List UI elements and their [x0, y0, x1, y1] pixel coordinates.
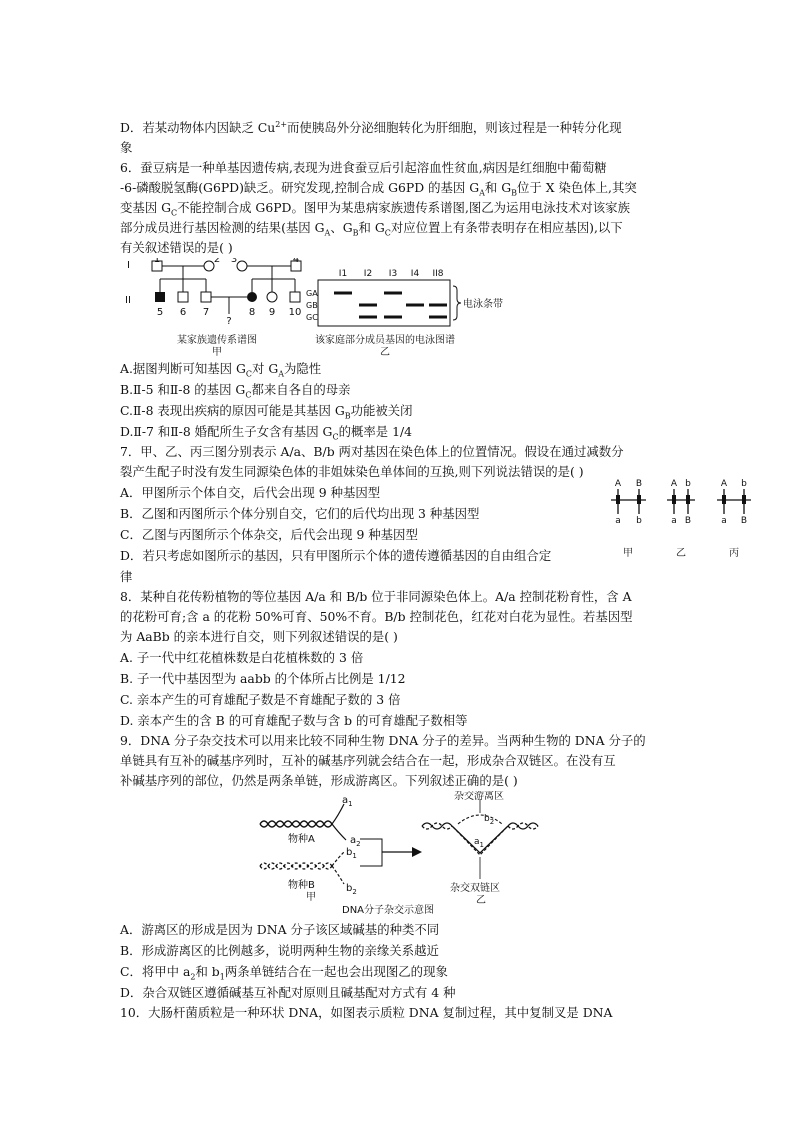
individual-II5-affected — [155, 292, 165, 302]
q6-stem-line2: -6-磷酸脱氢酶(G6PD)缺乏。研究发现,控制合成 G6PD 的基因 $G_A$和 $G_B$位于 X 染色体上,其突 — [120, 180, 637, 198]
label-1: 1 — [153, 258, 161, 265]
q8-stem-line2: 的花粉可育;含 a 的花粉 50%可育、50%不育。B/b 控制花色，红花对白花为显性。若基因型 — [120, 609, 633, 624]
brace — [453, 286, 461, 320]
species-b-label: 物种B — [288, 880, 315, 891]
q9-option-c: C．将甲中 $a_2$和 $b_1$两条单链结合在一起也会出现图乙的现象 — [120, 964, 448, 982]
row-GB: GB — [306, 301, 318, 310]
individual-II9 — [267, 292, 277, 302]
q6-stem-line1: 6．蚕豆病是一种单基因遗传病,表现为进食蚕豆后引起溶血性贫血,病因是红细胞中葡萄糖 — [120, 160, 607, 175]
q8-option-b: B. 子一代中基因型为 aabb 的个体所占比例是 1/12 — [120, 671, 406, 686]
fig-bing-label: 丙 — [729, 548, 739, 559]
bing-gene-1: A — [720, 479, 728, 489]
q6-stem-line3: 变基因 $G_C$不能控制合成 G6PD。图甲为某患病家族遗传系谱图,图乙为运用电泳技术对该家族 — [120, 200, 630, 218]
q6-option-d: D.Ⅱ-7 和Ⅱ-8 婚配所生子女含有基因 $G_C$的概率是 1/4 — [120, 424, 413, 442]
question-mark: ? — [226, 316, 232, 327]
gel-sub: 乙 — [380, 347, 390, 358]
bracket — [360, 839, 382, 866]
q9-stem-line3: 补碱基序列的部位，仍然是两条单链，形成游离区。下列叙述正确的是( ) — [120, 773, 518, 788]
q6-figure — [120, 258, 680, 358]
gel-frame — [318, 280, 450, 326]
q7-chromosome-figure — [608, 476, 758, 566]
lane-I2: I2 — [363, 269, 373, 279]
label-10: 10 — [288, 307, 302, 318]
q6-option-c: C.Ⅱ-8 表现出疾病的原因可能是其基因 $G_B$功能被关闭 — [120, 403, 413, 421]
fig-yi-label: 乙 — [676, 548, 686, 559]
loop-b2-label: $b_2$ — [484, 814, 495, 826]
fig-jia-label: 甲 — [306, 892, 316, 903]
q9-option-d: D．杂合双链区遵循碱基互补配对原则且碱基配对方式有 4 种 — [120, 985, 456, 1000]
pedigree-caption: 某家族遗传系谱图 — [177, 335, 257, 346]
hybrid-region-label: 杂交双链区 — [450, 883, 500, 894]
q10-stem-line1: 10．大肠杆菌质粒是一种环状 DNA，如图表示质粒 DNA 复制过程，其中复制叉是 DNA — [120, 1005, 613, 1020]
free-region-label: 杂交游离区 — [454, 791, 504, 802]
q6-option-a: A.据图判断可知基因 $G_C$对 $G_A$为隐性 — [120, 361, 322, 379]
q7-option-b: B．乙图和丙图所示个体分别自交，它们的后代均出现 3 种基因型 — [120, 506, 480, 521]
strand-a2 — [332, 824, 346, 840]
q5-option-d: D．若某动物体内因缺乏 $Cu^{2+}$而使胰岛外分泌细胞转化为肝细胞，则该过程是一种转分化现 — [120, 119, 622, 135]
yi-gene-4: B — [684, 516, 692, 526]
lane-I4: I4 — [410, 269, 420, 279]
fig-jia-label: 甲 — [623, 548, 633, 559]
q7-option-d: D．若只考虑如图所示的基因，只有甲图所示个体的遗传遵循基因的自由组合定 — [120, 548, 552, 563]
lane-I1: I1 — [338, 269, 348, 279]
strand-a1 — [332, 804, 344, 824]
label-8: 8 — [248, 307, 256, 318]
q8-option-c: C. 亲本产生的可育雄配子数是不育雄配子数的 3 倍 — [120, 692, 401, 707]
q5-option-d-cont: 象 — [120, 140, 133, 155]
fig-yi-label: 乙 — [476, 895, 486, 906]
label-2: 2 — [213, 258, 221, 265]
q7-block — [120, 479, 748, 587]
q8-option-d: D. 亲本产生的含 B 的可育雄配子数与含 b 的可育雄配子数相等 — [120, 713, 468, 728]
gen-2-label: II — [125, 295, 131, 306]
q9-option-b: B．形成游离区的比例越多，说明两种生物的亲缘关系越近 — [120, 943, 439, 958]
q9-stem-line1: 9．DNA 分子杂交技术可以用来比较不同种生物 DNA 分子的差异。当两种生物的 DNA 分子的 — [120, 733, 646, 748]
exam-page — [120, 118, 748, 1023]
label-a2: $a_2$ — [350, 835, 361, 848]
jia-gene-1: A — [614, 479, 622, 489]
bing-gene-2: b — [741, 479, 747, 489]
gen-1-label: I — [127, 260, 130, 271]
species-b-strand — [260, 863, 332, 869]
jia-gene-4: b — [636, 516, 642, 526]
q8-stem-line1: 8．某种自花传粉植物的等位基因 A/a 和 B/b 位于非同源染色体上。A/a 控制花粉育性，含 A — [120, 589, 632, 604]
hybrid-left-strand — [422, 823, 452, 829]
q7-option-c: C．乙图与丙图所示个体杂交，后代会出现 9 种基因型 — [120, 527, 418, 542]
q8-option-a: A. 子一代中红花植株数是白花植株数的 3 倍 — [120, 650, 364, 665]
loop-a1-label: $a_1$ — [474, 837, 484, 849]
q9-dna-hybrid-svg — [120, 791, 680, 919]
lane-II8: II8 — [432, 269, 444, 279]
label-b1: $b_1$ — [346, 847, 357, 860]
label-4: 4 — [292, 258, 300, 265]
bing-gene-4: B — [740, 516, 748, 526]
free-loop-b2 — [458, 815, 502, 824]
strand-b1 — [332, 852, 344, 866]
jia-gene-2: B — [635, 479, 643, 489]
row-GA: GA — [306, 289, 318, 298]
label-b2: $b_2$ — [346, 883, 357, 896]
q9-stem-line2: 单链具有互补的碱基序列时，互补的碱基序列就会结合在一起，形成杂合双链区。在没有互 — [120, 753, 616, 768]
species-a-label: 物种A — [288, 834, 315, 845]
individual-II10 — [290, 292, 300, 302]
q7-stem-line1: 7．甲、乙、丙三图分别表示 A/a、B/b 两对基因在染色体上的位置情况。假设在通过减数分 — [120, 444, 624, 459]
q6-stem-line4: 部分成员进行基因检测的结果(基因 $G_A$、$G_B$和 $G_C$对应位置上有条带表明存在相应基因),以下 — [120, 220, 623, 238]
q7-option-a: A．甲图所示个体自交，后代会出现 9 种基因型 — [120, 485, 381, 500]
q6-figure-svg — [120, 258, 680, 358]
q6-option-b: B.Ⅱ-5 和Ⅱ-8 的基因 $G_C$都来自各自的母亲 — [120, 382, 351, 400]
label-6: 6 — [179, 307, 187, 318]
gel-caption: 该家庭部分成员基因的电泳图谱 — [315, 335, 455, 346]
label-a1: $a_1$ — [342, 795, 353, 808]
label-7: 7 — [202, 307, 210, 318]
bing-gene-3: a — [721, 516, 727, 526]
q8-stem-line3: 为 AaBb 的亲本进行自交，则下列叙述错误的是( ) — [120, 629, 398, 644]
strand-b2 — [332, 866, 344, 884]
pedigree-sub: 甲 — [212, 347, 222, 358]
figure-caption: DNA分子杂交示意图 — [342, 905, 435, 916]
yi-gene-3: a — [671, 516, 677, 526]
q9-option-a: A．游离区的形成是因为 DNA 分子该区域碱基的种类不同 — [120, 922, 440, 937]
lane-I3: I3 — [388, 269, 398, 279]
individual-I2 — [204, 261, 214, 271]
label-5: 5 — [156, 307, 164, 318]
brace-label: 电泳条带 — [463, 299, 503, 310]
q7-stem-line2: 裂产生配子时没有发生同源染色体的非姐妹染色单体间的互换,则下列说法错误的是( ) — [120, 464, 584, 479]
individual-II6 — [178, 292, 188, 302]
q9-figure — [120, 791, 680, 919]
q7-option-d-cont: 律 — [120, 569, 133, 584]
yi-gene-2: b — [685, 479, 691, 489]
row-GC: GC — [306, 313, 318, 322]
jia-gene-3: a — [615, 516, 621, 526]
arrow-head — [412, 847, 422, 857]
individual-II7 — [201, 292, 211, 302]
q6-stem-line5: 有关叙述错误的是( ) — [120, 240, 233, 255]
individual-I3 — [237, 261, 247, 271]
label-3: 3 — [230, 258, 238, 265]
label-9: 9 — [268, 307, 276, 318]
yi-gene-1: A — [670, 479, 678, 489]
individual-II8-affected — [247, 292, 257, 302]
hybrid-right-strand — [508, 823, 538, 829]
